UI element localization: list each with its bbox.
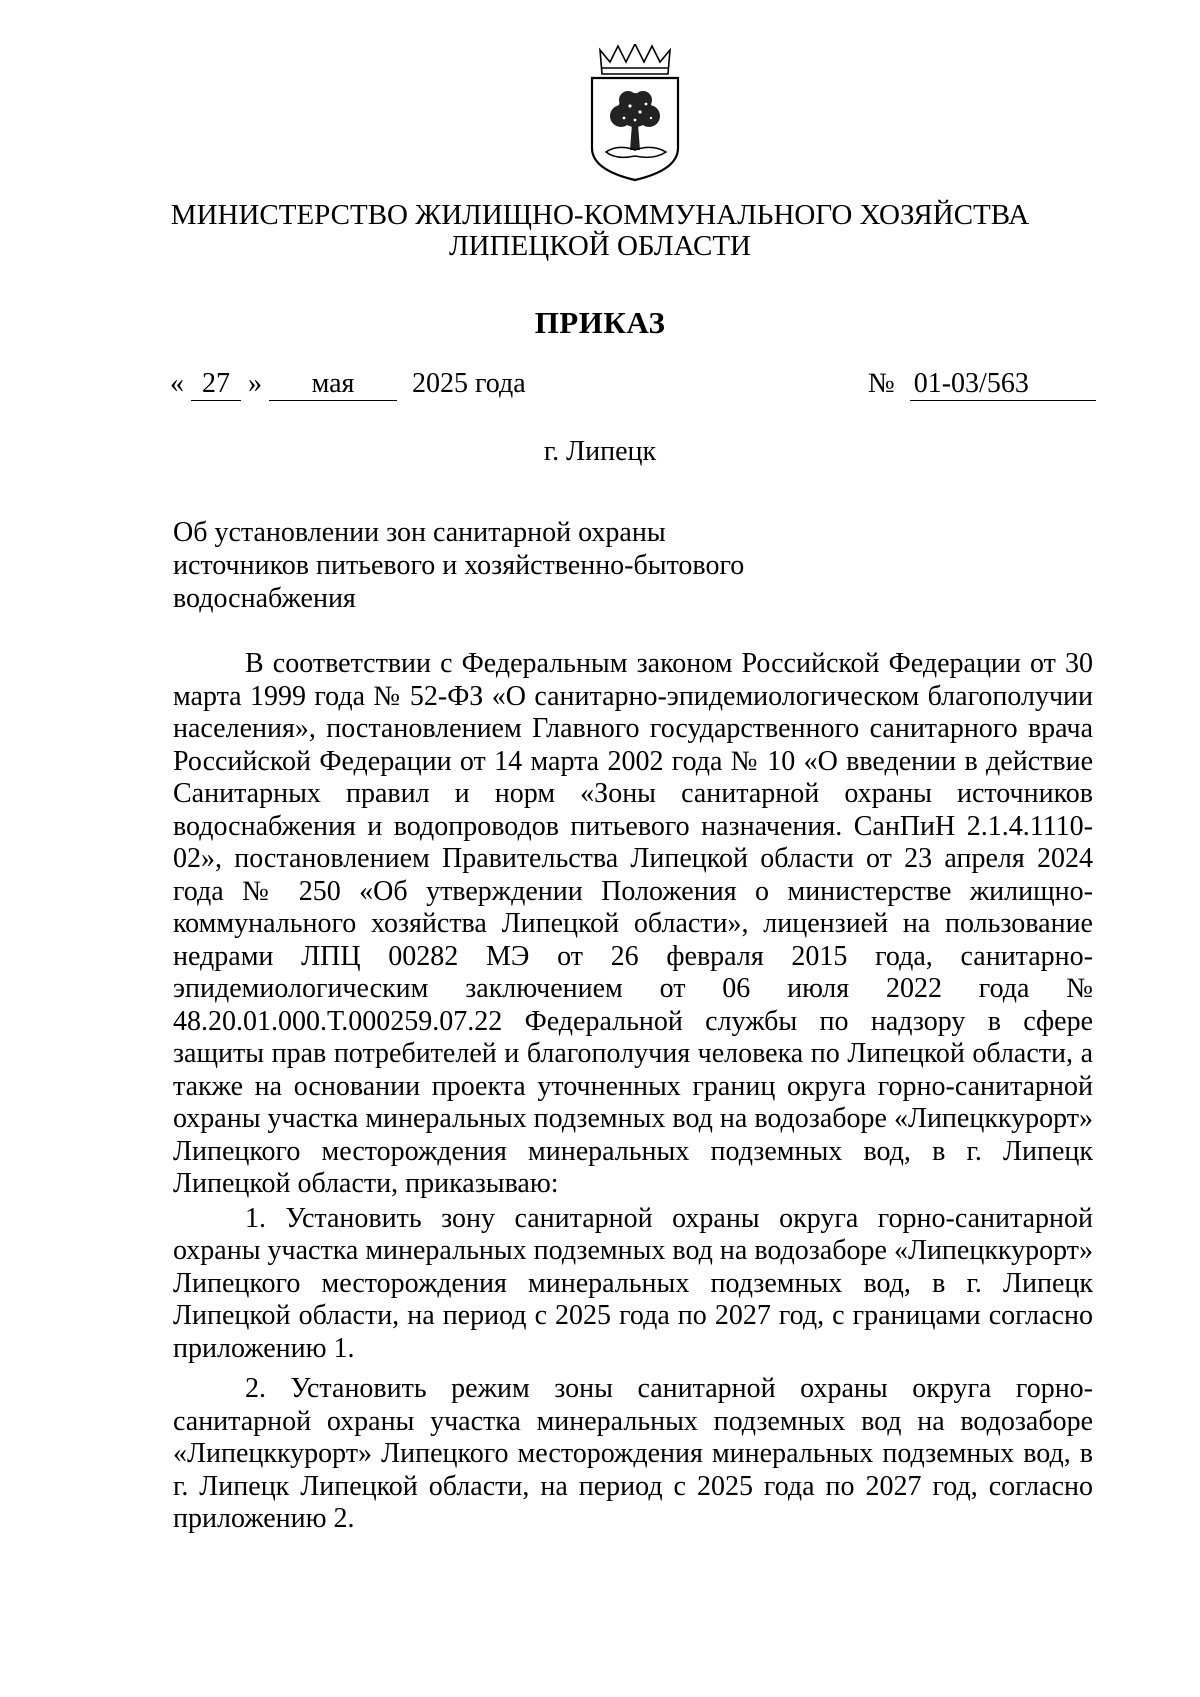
date-month: мая — [269, 368, 397, 401]
subject-line-3: водоснабжения — [173, 583, 356, 614]
order-number — [868, 368, 1096, 401]
number-sign: № — [868, 368, 895, 399]
order-date — [170, 368, 526, 401]
number-value: 01-03/563 — [910, 368, 1096, 401]
order-subject — [173, 516, 793, 615]
subject-line-1: Об установлении зон санитарной охраны — [173, 517, 666, 548]
date-close-quote: » — [248, 368, 262, 399]
order-body — [173, 648, 1093, 1536]
document-type: ПРИКАЗ — [534, 305, 666, 340]
ministry-line-2: ЛИПЕЦКОЙ ОБЛАСТИ — [448, 230, 751, 262]
lipetsk-coat-of-arms-icon — [588, 44, 683, 184]
preamble-paragraph: В соответствии с Федеральным законом Российской Федерации от 30 марта 1999 года № 52-ФЗ «О санитарно-эпидемиологическом благополучии населения», постановлением Главного государственного санитарного врача Российской Федерации от 14 марта 2002 года № 10 «О введении в действие Санитарных правил и норм «Зоны санитарной охраны источников водоснабжения и водопроводов питьевого назначения. СанПиН 2.1.4.1110-02», постановлением Правительства Липецкой области от 23 апреля 2024 года № 250 «Об утверждении Положения о министерстве жилищно-коммунального хозяйства Липецкой области», лицензией на пользование недрами ЛПЦ 00282 МЭ от 26 февраля 2015 года, санитарно-эпидемиологическим заключением от 06 июля 2022 года № 48.20.01.000.Т.000259.07.22 Федеральной службы по надзору в сфере защиты прав потребителей и благополучия человека по Липецкой области, а также на основании проекта уточненных границ округа горно-санитарной охраны участка минеральных подземных вод на водозаборе «Липецккурорт» Липецкого месторождения минеральных подземных вод, в г. Липецк Липецкой области, приказываю: — [173, 648, 1093, 1199]
date-year: 2025 года — [412, 368, 526, 399]
date-day: 27 — [191, 368, 241, 401]
item-2-paragraph: 2. Установить режим зоны санитарной охраны округа горно-санитарной охраны участка минеральных подземных вод на водозаборе «Липецккурорт» Липецкого месторождения минеральных подземных вод, в г. Липецк Липецкой области, на период с 2025 года по 2027 год, согласно приложению 2. — [173, 1373, 1093, 1534]
city: г. Липецк — [543, 436, 657, 467]
ministry-name — [100, 200, 1100, 262]
item-1-paragraph: 1. Установить зону санитарной охраны округа горно-санитарной охраны участка минеральных подземных вод на водозаборе «Липецккурорт» Липецкого месторождения минеральных подземных вод, в г. Липецк Липецкой области, на период с 2025 года по 2027 год, с границами согласно приложению 1. — [173, 1202, 1093, 1364]
ministry-line-1: МИНИСТЕРСТВО ЖИЛИЩНО-КОММУНАЛЬНОГО ХОЗЯЙСТВА — [170, 199, 1030, 231]
subject-line-2: источников питьевого и хозяйственно-бытового — [173, 550, 745, 581]
date-open-quote: « — [170, 368, 184, 399]
